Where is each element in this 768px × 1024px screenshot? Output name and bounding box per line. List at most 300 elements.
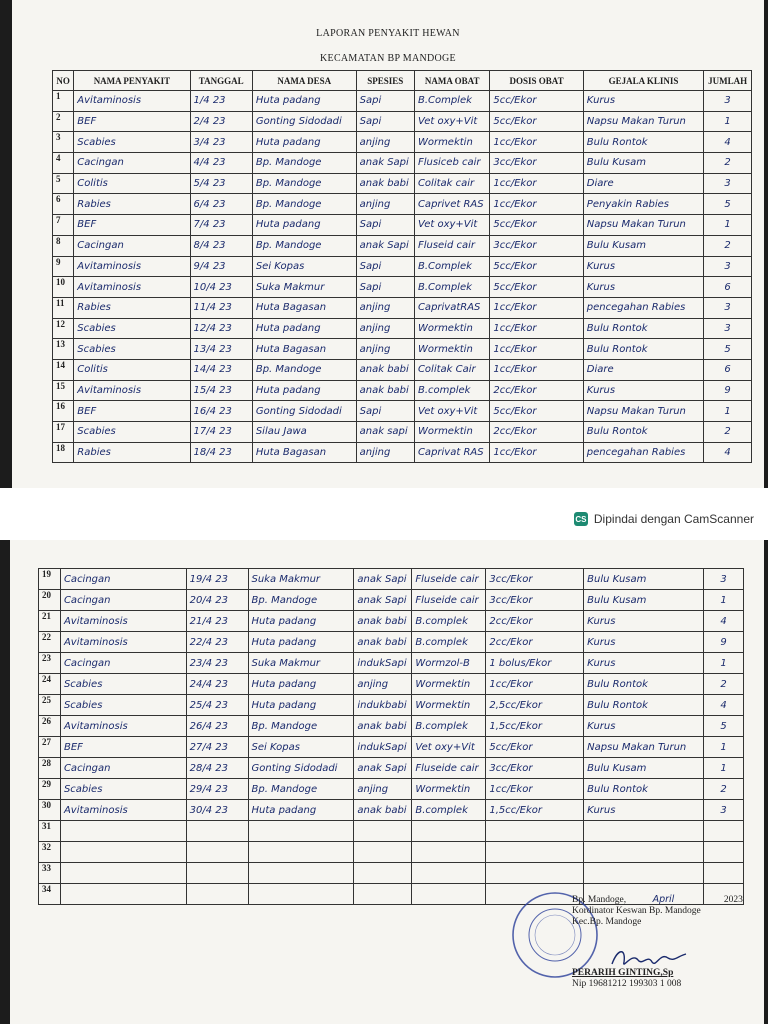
dosage-cell: 1cc/Ekor — [490, 132, 583, 153]
count-cell: 2 — [704, 779, 744, 800]
table-row — [53, 359, 752, 380]
clinical-symptom-cell — [584, 821, 704, 842]
date-cell: 15/4 23 — [190, 380, 252, 401]
clinical-symptom-cell: Bulu Kusam — [583, 235, 703, 256]
medicine-name-cell: Vet oxy+Vit — [414, 215, 489, 236]
row-number-cell: 7 — [53, 215, 74, 236]
disease-name-cell: Avitaminosis — [60, 611, 186, 632]
column-header: NO — [53, 71, 74, 91]
species-cell: anak Sapi — [354, 590, 412, 611]
signature-year: 2023 — [723, 895, 743, 905]
dosage-cell: 3cc/Ekor — [490, 235, 583, 256]
row-number-cell: 9 — [53, 256, 74, 277]
medicine-name-cell: CaprivatRAS — [414, 297, 489, 318]
date-cell — [186, 884, 248, 905]
date-cell — [186, 863, 248, 884]
column-header: TANGGAL — [190, 71, 252, 91]
row-number-cell: 20 — [39, 590, 61, 611]
species-cell: anak Sapi — [356, 153, 414, 174]
date-cell: 28/4 23 — [186, 758, 248, 779]
village-name-cell: Bp. Mandoge — [252, 194, 356, 215]
clinical-symptom-cell: Kurus — [584, 611, 704, 632]
count-cell: 1 — [704, 758, 744, 779]
medicine-name-cell — [412, 863, 486, 884]
medicine-name-cell: Fluseide cair — [412, 590, 486, 611]
clinical-symptom-cell: Bulu Kusam — [583, 153, 703, 174]
species-cell: anak babi — [354, 800, 412, 821]
species-cell: indukbabi — [354, 695, 412, 716]
disease-table-page-2 — [38, 568, 744, 905]
clinical-symptom-cell — [584, 863, 704, 884]
dosage-cell: 3cc/Ekor — [486, 569, 584, 590]
dosage-cell: 1,5cc/Ekor — [486, 800, 584, 821]
count-cell: 3 — [704, 800, 744, 821]
date-cell: 14/4 23 — [190, 359, 252, 380]
date-cell: 25/4 23 — [186, 695, 248, 716]
table-row — [39, 842, 744, 863]
count-cell: 3 — [704, 91, 752, 112]
clinical-symptom-cell: Kurus — [584, 632, 704, 653]
table-row — [53, 132, 752, 153]
clinical-symptom-cell: Bulu Rontok — [583, 318, 703, 339]
village-name-cell: Bp. Mandoge — [252, 359, 356, 380]
species-cell — [354, 884, 412, 905]
clinical-symptom-cell: Napsu Makan Turun — [583, 401, 703, 422]
count-cell: 2 — [704, 235, 752, 256]
species-cell — [354, 821, 412, 842]
disease-name-cell: Avitaminosis — [74, 380, 190, 401]
table-row — [53, 194, 752, 215]
disease-name-cell: Rabies — [74, 442, 190, 463]
dosage-cell: 5cc/Ekor — [490, 277, 583, 298]
date-cell: 3/4 23 — [190, 132, 252, 153]
count-cell: 1 — [704, 737, 744, 758]
table-row — [39, 674, 744, 695]
count-cell — [704, 863, 744, 884]
clinical-symptom-cell: Kurus — [583, 256, 703, 277]
count-cell: 1 — [704, 111, 752, 132]
clinical-symptom-cell: Bulu Rontok — [583, 422, 703, 443]
dosage-cell: 5cc/Ekor — [490, 256, 583, 277]
disease-name-cell: BEF — [74, 215, 190, 236]
row-number-cell: 10 — [53, 277, 74, 298]
date-cell: 27/4 23 — [186, 737, 248, 758]
disease-name-cell: BEF — [74, 401, 190, 422]
dosage-cell: 1cc/Ekor — [490, 442, 583, 463]
date-cell — [186, 821, 248, 842]
disease-name-cell: Avitaminosis — [60, 800, 186, 821]
dosage-cell — [486, 842, 584, 863]
date-cell: 19/4 23 — [186, 569, 248, 590]
date-cell: 21/4 23 — [186, 611, 248, 632]
count-cell: 5 — [704, 194, 752, 215]
clinical-symptom-cell: pencegahan Rabies — [583, 297, 703, 318]
column-header: SPESIES — [356, 71, 414, 91]
village-name-cell: Huta padang — [252, 132, 356, 153]
count-cell: 4 — [704, 695, 744, 716]
table-row — [53, 111, 752, 132]
disease-name-cell: Scabies — [60, 674, 186, 695]
row-number-cell: 32 — [39, 842, 61, 863]
table-row — [53, 339, 752, 360]
clinical-symptom-cell: Napsu Makan Turun — [583, 215, 703, 236]
table-row — [53, 256, 752, 277]
medicine-name-cell: Wormektin — [414, 132, 489, 153]
row-number-cell: 18 — [53, 442, 74, 463]
disease-name-cell: BEF — [74, 111, 190, 132]
row-number-cell: 21 — [39, 611, 61, 632]
row-number-cell: 15 — [53, 380, 74, 401]
signature-month: April — [652, 894, 675, 905]
row-number-cell: 17 — [53, 422, 74, 443]
clinical-symptom-cell: Bulu Rontok — [584, 779, 704, 800]
table-row — [39, 800, 744, 821]
medicine-name-cell: Wormektin — [412, 779, 486, 800]
column-header: DOSIS OBAT — [490, 71, 583, 91]
count-cell: 4 — [704, 132, 752, 153]
species-cell: anjing — [356, 297, 414, 318]
row-number-cell: 6 — [53, 194, 74, 215]
medicine-name-cell: Wormektin — [414, 318, 489, 339]
report-page-2 — [10, 540, 764, 1024]
village-name-cell: Huta Bagasan — [252, 297, 356, 318]
medicine-name-cell: Vet oxy+Vit — [412, 737, 486, 758]
camscanner-badge — [574, 512, 754, 526]
species-cell: Sapi — [356, 277, 414, 298]
dosage-cell: 2cc/Ekor — [490, 422, 583, 443]
date-cell: 30/4 23 — [186, 800, 248, 821]
row-number-cell: 24 — [39, 674, 61, 695]
row-number-cell: 34 — [39, 884, 61, 905]
disease-name-cell: Cacingan — [60, 653, 186, 674]
row-number-cell: 33 — [39, 863, 61, 884]
village-name-cell: Huta padang — [248, 632, 354, 653]
disease-name-cell: Cacingan — [60, 590, 186, 611]
village-name-cell: Gonting Sidodadi — [252, 111, 356, 132]
species-cell: Sapi — [356, 215, 414, 236]
clinical-symptom-cell: Kurus — [583, 91, 703, 112]
medicine-name-cell: Wormektin — [412, 695, 486, 716]
species-cell: anjing — [354, 674, 412, 695]
date-cell: 18/4 23 — [190, 442, 252, 463]
camscanner-icon: CS — [574, 512, 588, 526]
row-number-cell: 1 — [53, 91, 74, 112]
dosage-cell: 3cc/Ekor — [490, 153, 583, 174]
date-cell: 17/4 23 — [190, 422, 252, 443]
column-header: NAMA PENYAKIT — [74, 71, 190, 91]
count-cell: 1 — [704, 215, 752, 236]
clinical-symptom-cell: Diare — [583, 173, 703, 194]
species-cell: Sapi — [356, 111, 414, 132]
medicine-name-cell: Fluseide cair — [412, 569, 486, 590]
date-cell: 26/4 23 — [186, 716, 248, 737]
row-number-cell: 5 — [53, 173, 74, 194]
village-name-cell: Huta Bagasan — [252, 339, 356, 360]
table-row — [53, 173, 752, 194]
date-cell: 10/4 23 — [190, 277, 252, 298]
species-cell: anak Sapi — [354, 758, 412, 779]
dosage-cell: 1cc/Ekor — [490, 194, 583, 215]
row-number-cell: 16 — [53, 401, 74, 422]
village-name-cell: Sei Kopas — [248, 737, 354, 758]
clinical-symptom-cell: Kurus — [583, 380, 703, 401]
date-cell: 16/4 23 — [190, 401, 252, 422]
clinical-symptom-cell: Kurus — [584, 653, 704, 674]
count-cell: 4 — [704, 611, 744, 632]
medicine-name-cell — [412, 842, 486, 863]
species-cell: anak babi — [356, 359, 414, 380]
table-row — [39, 632, 744, 653]
species-cell: Sapi — [356, 256, 414, 277]
row-number-cell: 31 — [39, 821, 61, 842]
species-cell: anak babi — [354, 632, 412, 653]
count-cell: 9 — [704, 380, 752, 401]
dosage-cell: 5cc/Ekor — [490, 111, 583, 132]
table-row — [39, 821, 744, 842]
dosage-cell: 1cc/Ekor — [486, 779, 584, 800]
medicine-name-cell: Wormzol-B — [412, 653, 486, 674]
disease-name-cell: Colitis — [74, 173, 190, 194]
date-cell: 11/4 23 — [190, 297, 252, 318]
medicine-name-cell: Vet oxy+Vit — [414, 401, 489, 422]
disease-name-cell: Avitaminosis — [60, 716, 186, 737]
disease-name-cell: Scabies — [74, 339, 190, 360]
species-cell: indukSapi — [354, 653, 412, 674]
medicine-name-cell: B.Complek — [414, 277, 489, 298]
disease-name-cell: Scabies — [74, 318, 190, 339]
column-header: NAMA DESA — [252, 71, 356, 91]
medicine-name-cell: B.complek — [412, 716, 486, 737]
village-name-cell — [248, 863, 354, 884]
village-name-cell — [248, 821, 354, 842]
date-cell: 9/4 23 — [190, 256, 252, 277]
count-cell: 1 — [704, 653, 744, 674]
table-header — [53, 71, 752, 91]
report-subtitle: KECAMATAN BP MANDOGE — [320, 53, 456, 64]
table-row — [53, 153, 752, 174]
count-cell — [704, 842, 744, 863]
column-header: GEJALA KLINIS — [583, 71, 703, 91]
species-cell: indukSapi — [354, 737, 412, 758]
village-name-cell: Suka Makmur — [252, 277, 356, 298]
clinical-symptom-cell: Diare — [583, 359, 703, 380]
row-number-cell: 27 — [39, 737, 61, 758]
village-name-cell: Gonting Sidodadi — [252, 401, 356, 422]
table-row — [39, 716, 744, 737]
table-row — [39, 695, 744, 716]
disease-name-cell — [60, 842, 186, 863]
count-cell: 2 — [704, 674, 744, 695]
species-cell: anjing — [356, 442, 414, 463]
disease-name-cell: Avitaminosis — [60, 632, 186, 653]
clinical-symptom-cell: Bulu Kusam — [584, 569, 704, 590]
count-cell: 4 — [704, 442, 752, 463]
count-cell — [704, 821, 744, 842]
village-name-cell: Huta padang — [248, 674, 354, 695]
table-row — [39, 569, 744, 590]
date-cell: 20/4 23 — [186, 590, 248, 611]
species-cell: anak babi — [356, 380, 414, 401]
date-cell: 24/4 23 — [186, 674, 248, 695]
count-cell: 3 — [704, 318, 752, 339]
disease-name-cell: Avitaminosis — [74, 91, 190, 112]
species-cell: Sapi — [356, 401, 414, 422]
date-cell: 4/4 23 — [190, 153, 252, 174]
species-cell: anak babi — [354, 611, 412, 632]
date-cell — [186, 842, 248, 863]
village-name-cell: Suka Makmur — [248, 653, 354, 674]
count-cell: 3 — [704, 173, 752, 194]
disease-name-cell: Colitis — [74, 359, 190, 380]
village-name-cell: Bp. Mandoge — [252, 173, 356, 194]
count-cell: 3 — [704, 569, 744, 590]
table-row — [53, 297, 752, 318]
date-cell: 12/4 23 — [190, 318, 252, 339]
dosage-cell: 5cc/Ekor — [490, 215, 583, 236]
disease-name-cell: Scabies — [60, 695, 186, 716]
dosage-cell: 2cc/Ekor — [490, 380, 583, 401]
species-cell: anak Sapi — [356, 235, 414, 256]
dosage-cell — [486, 863, 584, 884]
medicine-name-cell: B.Complek — [414, 91, 489, 112]
signature-name: PERARIH GINTING,Sp — [572, 968, 674, 978]
table-row — [53, 215, 752, 236]
disease-name-cell: Rabies — [74, 297, 190, 318]
date-cell: 13/4 23 — [190, 339, 252, 360]
row-number-cell: 22 — [39, 632, 61, 653]
report-title: LAPORAN PENYAKIT HEWAN — [316, 28, 460, 39]
disease-name-cell: Cacingan — [74, 235, 190, 256]
disease-name-cell — [60, 884, 186, 905]
row-number-cell: 30 — [39, 800, 61, 821]
table-row — [39, 653, 744, 674]
village-name-cell: Huta padang — [252, 215, 356, 236]
village-name-cell: Bp. Mandoge — [252, 235, 356, 256]
village-name-cell — [248, 884, 354, 905]
village-name-cell: Huta padang — [248, 611, 354, 632]
species-cell — [354, 863, 412, 884]
village-name-cell: Bp. Mandoge — [248, 779, 354, 800]
medicine-name-cell: B.complek — [412, 611, 486, 632]
clinical-symptom-cell: Penyakin Rabies — [583, 194, 703, 215]
medicine-name-cell: Caprivat RAS — [414, 442, 489, 463]
clinical-symptom-cell: Bulu Rontok — [584, 695, 704, 716]
species-cell: anak babi — [354, 716, 412, 737]
disease-name-cell: BEF — [60, 737, 186, 758]
count-cell: 5 — [704, 339, 752, 360]
disease-name-cell: Cacingan — [60, 569, 186, 590]
clinical-symptom-cell: Napsu Makan Turun — [583, 111, 703, 132]
dosage-cell: 5cc/Ekor — [490, 91, 583, 112]
species-cell: anjing — [356, 339, 414, 360]
medicine-name-cell: Wormektin — [412, 674, 486, 695]
date-cell: 5/4 23 — [190, 173, 252, 194]
medicine-name-cell: B.complek — [412, 800, 486, 821]
row-number-cell: 26 — [39, 716, 61, 737]
medicine-name-cell: Wormektin — [414, 422, 489, 443]
species-cell: Sapi — [356, 91, 414, 112]
table-row — [53, 401, 752, 422]
clinical-symptom-cell: Napsu Makan Turun — [584, 737, 704, 758]
species-cell: anjing — [356, 318, 414, 339]
row-number-cell: 11 — [53, 297, 74, 318]
scan-gap — [0, 488, 768, 540]
table-row — [53, 91, 752, 112]
dosage-cell: 2,5cc/Ekor — [486, 695, 584, 716]
clinical-symptom-cell: Bulu Rontok — [584, 674, 704, 695]
row-number-cell: 12 — [53, 318, 74, 339]
village-name-cell: Huta padang — [248, 695, 354, 716]
row-number-cell: 8 — [53, 235, 74, 256]
date-cell: 29/4 23 — [186, 779, 248, 800]
table-row — [53, 318, 752, 339]
village-name-cell: Huta padang — [252, 318, 356, 339]
medicine-name-cell: B.complek — [412, 632, 486, 653]
medicine-name-cell — [412, 821, 486, 842]
row-number-cell: 29 — [39, 779, 61, 800]
dosage-cell: 5cc/Ekor — [490, 401, 583, 422]
village-name-cell: Bp. Mandoge — [248, 716, 354, 737]
count-cell: 5 — [704, 716, 744, 737]
dosage-cell: 1 bolus/Ekor — [486, 653, 584, 674]
date-cell: 1/4 23 — [190, 91, 252, 112]
clinical-symptom-cell: Kurus — [584, 716, 704, 737]
disease-name-cell: Cacingan — [74, 153, 190, 174]
village-name-cell: Huta padang — [248, 800, 354, 821]
dosage-cell: 2cc/Ekor — [486, 611, 584, 632]
medicine-name-cell — [412, 884, 486, 905]
dosage-cell: 2cc/Ekor — [486, 632, 584, 653]
species-cell: anjing — [354, 779, 412, 800]
species-cell: anak sapi — [356, 422, 414, 443]
table-row — [39, 758, 744, 779]
medicine-name-cell: Wormektin — [414, 339, 489, 360]
table-body — [53, 91, 752, 463]
clinical-symptom-cell: Bulu Kusam — [584, 758, 704, 779]
disease-name-cell: Avitaminosis — [74, 256, 190, 277]
disease-name-cell — [60, 863, 186, 884]
signature-role: Kordinator Keswan Bp. Mandoge — [572, 906, 701, 916]
village-name-cell: Silau Jawa — [252, 422, 356, 443]
table-row — [53, 422, 752, 443]
clinical-symptom-cell: Kurus — [584, 800, 704, 821]
row-number-cell: 3 — [53, 132, 74, 153]
row-number-cell: 2 — [53, 111, 74, 132]
disease-name-cell: Cacingan — [60, 758, 186, 779]
village-name-cell: Huta padang — [252, 380, 356, 401]
clinical-symptom-cell — [584, 842, 704, 863]
report-page-1 — [12, 0, 764, 488]
village-name-cell: Huta Bagasan — [252, 442, 356, 463]
date-cell: 23/4 23 — [186, 653, 248, 674]
disease-name-cell — [60, 821, 186, 842]
count-cell: 9 — [704, 632, 744, 653]
village-name-cell: Sei Kopas — [252, 256, 356, 277]
disease-table-page-1 — [52, 70, 752, 463]
disease-name-cell: Scabies — [74, 132, 190, 153]
count-cell: 3 — [704, 256, 752, 277]
species-cell: anak babi — [356, 173, 414, 194]
clinical-symptom-cell: Bulu Rontok — [583, 132, 703, 153]
table-row — [53, 380, 752, 401]
signature-block — [572, 894, 743, 990]
dosage-cell: 1cc/Ekor — [490, 359, 583, 380]
village-name-cell: Bp. Mandoge — [252, 153, 356, 174]
row-number-cell: 23 — [39, 653, 61, 674]
dosage-cell — [486, 821, 584, 842]
clinical-symptom-cell: Kurus — [583, 277, 703, 298]
date-cell: 6/4 23 — [190, 194, 252, 215]
